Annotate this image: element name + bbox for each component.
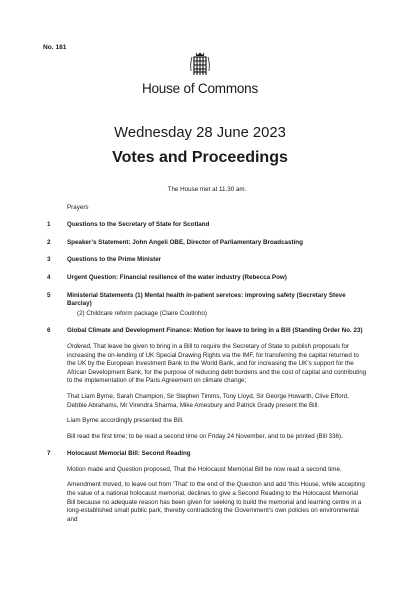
agenda-item-5 bbox=[47, 292, 367, 309]
item-title: Speaker’s Statement: John Angeli OBE, Director of Parliamentary Broadcasting bbox=[67, 238, 303, 246]
bill-presenters: That Liam Byrne, Sarah Champion, Sir Stephen Timms, Tony Lloyd, Sir George Howarth, Clive Efford, Debbie Abrahams, Mr Virendra Sharma, Mike Amesbury and Patrick Grady present the Bill. bbox=[67, 392, 349, 409]
item-number: 5 bbox=[47, 291, 51, 299]
item-title: Urgent Question: Financial resilience of the water industry (Rebecca Pow) bbox=[67, 273, 287, 281]
agenda-item-1 bbox=[47, 221, 367, 230]
motion-paragraph: Motion made and Question proposed, That the Holocaust Memorial Bill be now read a second time. bbox=[67, 465, 342, 473]
item-number: 6 bbox=[47, 327, 51, 335]
amendment-paragraph: Amendment moved, to leave out from ‘That’ to the end of the Question and add ‘this House, while accepting the value of a national holocaust memorial, declines to give a Second Reading to the Holocaust Memorial Bill because no adequate reason has been given for seeking to build the memorial and learning centre in a long-established small public park, thereby contradicting the Government’s own policies on environmental and bbox=[67, 481, 365, 523]
document-title: Votes and Proceedings bbox=[112, 149, 288, 166]
agenda-item-2 bbox=[47, 239, 367, 248]
proceedings-body bbox=[47, 186, 367, 524]
bill-presented: Liam Byrne accordingly presented the Bill. bbox=[67, 417, 184, 425]
agenda-item-7 bbox=[47, 450, 367, 459]
item-number: 7 bbox=[47, 450, 51, 458]
prayers-label: Prayers bbox=[67, 203, 89, 211]
item-number: 2 bbox=[47, 238, 51, 246]
agenda-item-6 bbox=[47, 327, 367, 336]
item-title: Questions to the Secretary of State for Scotland bbox=[67, 221, 210, 229]
item-number: 4 bbox=[47, 273, 51, 281]
item-title: Questions to the Prime Minister bbox=[67, 256, 162, 264]
statement-sub-item: (2) Childcare reform package (Claire Coutinho) bbox=[77, 309, 207, 317]
paper-number: No. 181 bbox=[43, 44, 67, 51]
agenda-item-3 bbox=[47, 256, 367, 265]
item-number: 3 bbox=[47, 256, 51, 264]
house-name: House of Commons bbox=[141, 81, 259, 96]
item-number: 1 bbox=[47, 221, 51, 229]
item-title: Global Climate and Development Finance: Motion for leave to bring in a Bill (Standing Order No. 23) bbox=[67, 327, 363, 335]
ordered-label: Ordered, bbox=[67, 342, 92, 350]
ordered-paragraph bbox=[67, 343, 367, 386]
item-title: Holocaust Memorial Bill: Second Reading bbox=[67, 450, 191, 458]
sitting-date: Wednesday 28 June 2023 bbox=[114, 125, 286, 141]
ordered-text: That leave be given to bring in a Bill to require the Secretary of State to publish proposals for increasing the on-lending of UK Special Drawing Rights via the IMF, for transferring the capital returned to the UK by the European Investment Bank to the World Bank, and for increasing the UK’s support for the African Development Bank, for the purpose of reducing debt burdens and the cost of capital and contributing to the implementation of the Paris Agreement on climate change; bbox=[67, 342, 367, 385]
agenda-item-4 bbox=[47, 274, 367, 283]
bill-first-reading: Bill read the first time; to be read a second time on Friday 24 November, and to be printed (Bill 336). bbox=[67, 432, 343, 440]
portcullis-logo bbox=[0, 51, 400, 77]
house-met-time: The House met at 11.30 am. bbox=[167, 186, 247, 193]
item-title: Ministerial Statements (1) Mental health in-patient services: improving safety (Secretary Steve Barclay) bbox=[67, 291, 346, 308]
